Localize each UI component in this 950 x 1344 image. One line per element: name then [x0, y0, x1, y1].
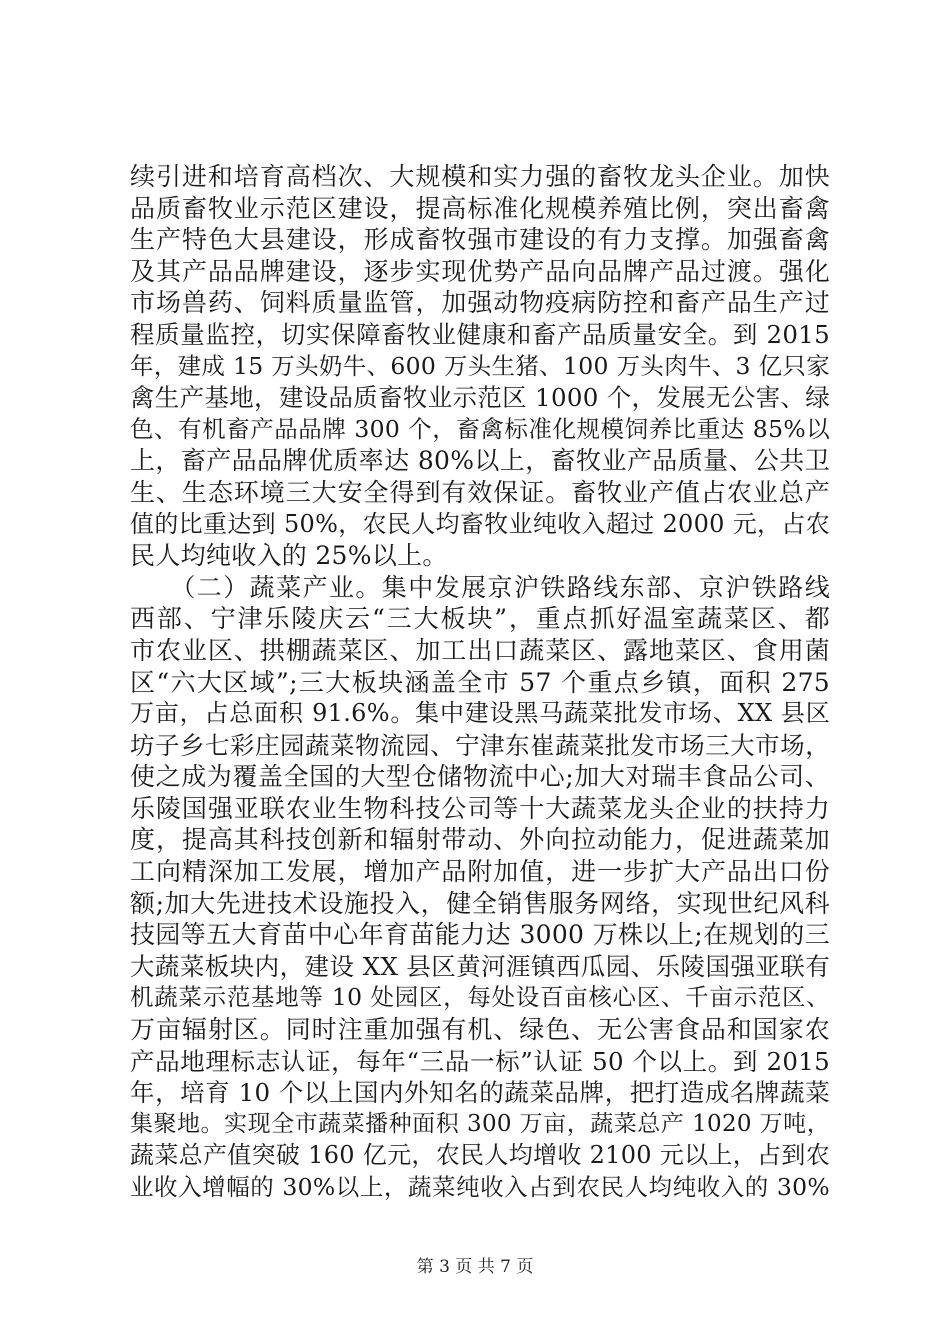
text-line: 程质量监控，切实保障畜牧业健康和畜产品质量安全。到 2015 [130, 319, 830, 349]
text-line: 品质畜牧业示范区建设，提高标准化规模养殖比例，突出畜禽 [130, 193, 830, 223]
text-line: 机蔬菜示范基地等 10 处园区，每处设百亩核心区、千亩示范区、 [130, 983, 830, 1012]
text-line: 区“六大区域”;三大板块涵盖全市 57 个重点乡镇，面积 275 [130, 667, 830, 697]
text-line: 万亩，占总面积 91.6%。集中建设黑马蔬菜批发市场、XX 县区 [130, 699, 830, 728]
text-line: 额;加大先进技术设施投入，健全销售服务网络，实现世纪风科 [130, 888, 830, 918]
text-line: 年，建成 15 万头奶牛、600 万头生猪、100 万头肉牛、3 亿只家 [130, 351, 830, 380]
text-line: 民人均纯收入的 25%以上。 [130, 541, 448, 571]
text-line: 市农业区、拱棚蔬菜区、加工出口蔬菜区、露地菜区、食用菌 [130, 635, 830, 665]
text-line: 生产特色大县建设，形成畜牧强市建设的有力支撑。加强畜禽 [130, 225, 830, 255]
text-line: 上，畜产品品牌优质率达 80%以上，畜牧业产品质量、公共卫 [130, 446, 830, 476]
body-text [130, 161, 830, 1204]
text-line: 及其产品品牌建设，逐步实现优势产品向品牌产品过渡。强化 [130, 256, 830, 286]
text-line: 集聚地。实现全市蔬菜播种面积 300 万亩，蔬菜总产 1020 万吨， [130, 1110, 830, 1137]
text-line: 值的比重达到 50%，农民人均畜牧业纯收入超过 2000 元，占农 [130, 509, 830, 538]
text-line: 技园等五大育苗中心年育苗能力达 3000 万株以上;在规划的三 [130, 920, 830, 950]
text-line: 乐陵国强亚联农业生物科技公司等十大蔬菜龙头企业的扶持力 [130, 793, 830, 823]
text-line: 产品地理标志认证，每年“三品一标”认证 50 个以上。到 2015 [130, 1046, 830, 1076]
text-line: 生、生态环境三大安全得到有效保证。畜牧业产值占农业总产 [130, 477, 830, 507]
text-line: 蔬菜总产值突破 160 亿元，农民人均增收 2100 元以上，占到农 [130, 1141, 830, 1170]
text-line: （二）蔬菜产业。集中发展京沪铁路线东部、京沪铁路线 [130, 572, 830, 602]
text-line: 业收入增幅的 30%以上，蔬菜纯收入占到农民人均纯收入的 30% [130, 1173, 830, 1201]
text-line: 西部、宁津乐陵庆云“三大板块”，重点抓好温室蔬菜区、都 [130, 604, 830, 634]
text-line: 年，培育 10 个以上国内外知名的蔬菜品牌，把打造成名牌蔬菜 [130, 1078, 830, 1108]
text-line: 度，提高其科技创新和辐射带动、外向拉动能力，促进蔬菜加 [130, 825, 830, 855]
text-line: 坊子乡七彩庄园蔬菜物流园、宁津东崔蔬菜批发市场三大市场， [130, 730, 830, 760]
text-line: 续引进和培育高档次、大规模和实力强的畜牧龙头企业。加快 [130, 162, 830, 191]
text-line: 大蔬菜板块内，建设 XX 县区黄河涯镇西瓜园、乐陵国强亚联有 [130, 951, 830, 981]
text-line: 禽生产基地，建设品质畜牧业示范区 1000 个，发展无公害、绿 [130, 383, 830, 413]
text-line: 市场兽药、饲料质量监管，加强动物疫病防控和畜产品生产过 [130, 288, 830, 318]
text-line: 色、有机畜产品品牌 300 个，畜禽标准化规模饲养比重达 85%以 [130, 414, 830, 443]
text-line: 万亩辐射区。同时注重加强有机、绿色、无公害食品和国家农 [130, 1015, 830, 1045]
text-line: 工向精深加工发展，增加产品附加值，进一步扩大产品出口份 [130, 857, 830, 887]
page-footer: 第 3 页 共 7 页 [416, 1257, 534, 1277]
text-line: 使之成为覆盖全国的大型仓储物流中心;加大对瑞丰食品公司、 [130, 762, 830, 792]
